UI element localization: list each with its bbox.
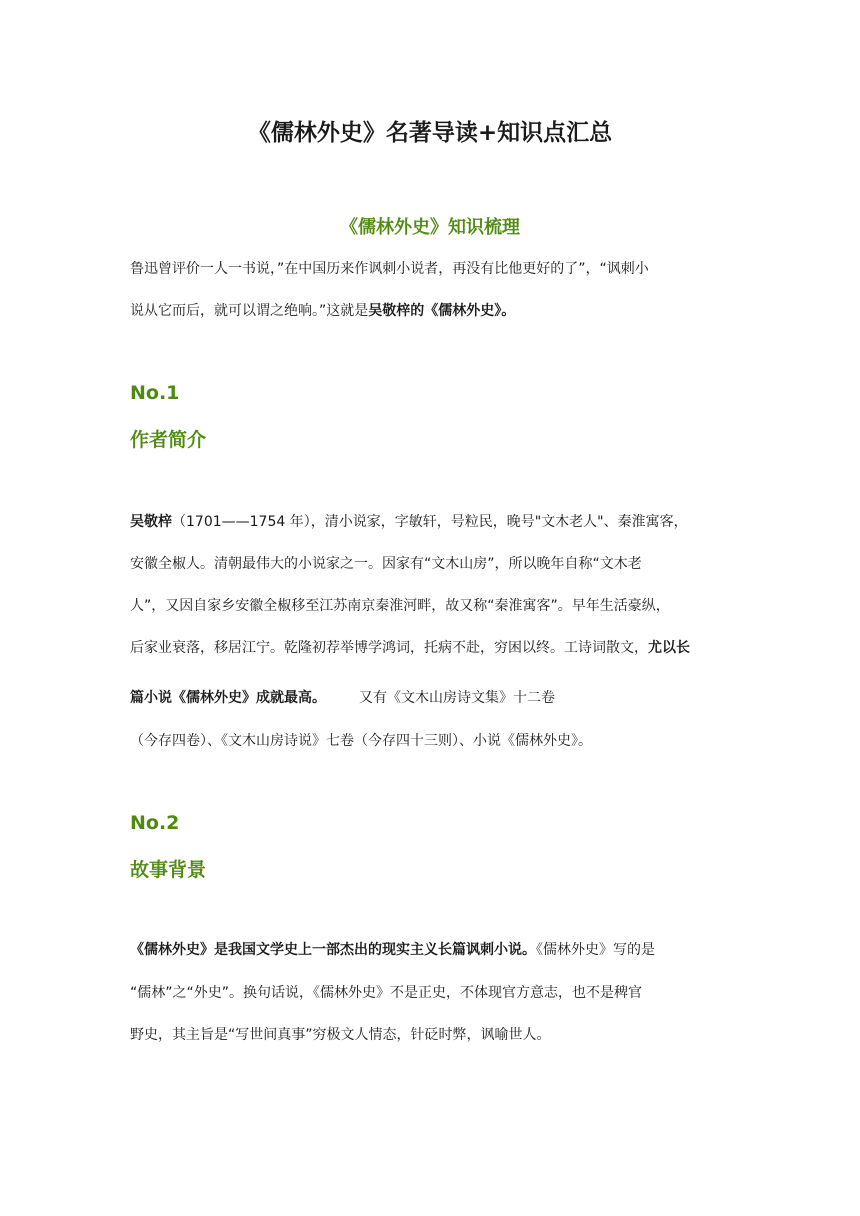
author-text: 后家业衰落，移居江宁。乾隆初荐举博学鸿词，托病不赴，穷困以终。工诗词散文，: [130, 640, 648, 656]
author-bold-text: 篇小说《儒林外史》成就最高。: [130, 690, 326, 706]
intro-text: 说从它而后，就可以谓之绝响。”这就是: [130, 303, 369, 319]
intro-line-1: 鲁迅曾评价一人一书说，”在中国历来作讽刺小说者，再没有比他更好的了”，“讽刺小: [130, 261, 649, 277]
section-heading-background: 故事背景: [130, 859, 207, 881]
author-name: 吴敬梓: [130, 514, 172, 530]
intro-line-2: [130, 301, 515, 321]
section-number-1: No.1: [130, 382, 180, 404]
author-line-4: [130, 638, 690, 658]
section-number-2: No.2: [130, 812, 180, 834]
author-line-1: [130, 512, 688, 532]
document-title: 《儒林外史》名著导读+知识点汇总: [247, 120, 613, 146]
section-heading-author: 作者简介: [130, 429, 207, 451]
author-text: 又有《文木山房诗文集》十二卷: [359, 690, 555, 706]
intro-bold-text: 吴敬梓的《儒林外史》。: [368, 303, 516, 319]
author-line-6: （今存四卷）、《文木山房诗说》七卷（今存四十三则）、小说《儒林外史》。: [130, 733, 592, 749]
author-line-3: 人”，又因自家乡安徽全椒移至江苏南京秦淮河畔，故又称“秦淮寓客”。早年生活豪纵，: [130, 598, 670, 614]
background-line-3: 野史，其主旨是“写世间真事”穷极文人情态，针砭时弊，讽喻世人。: [130, 1027, 551, 1043]
author-line-2: 安徽全椒人。清朝最伟大的小说家之一。因家有“文木山房”，所以晚年自称“文木老: [130, 556, 642, 572]
background-bold-text: 《儒林外史》是我国文学史上一部杰出的现实主义长篇讽刺小说。: [130, 942, 536, 958]
author-line-5: [130, 688, 555, 708]
background-line-2: “儒林”之“外史”。换句话说，《儒林外史》不是正史，不体现官方意志，也不是稗官: [130, 985, 643, 1001]
background-line-1: [130, 940, 655, 960]
author-bold-text: 尤以长: [648, 640, 690, 656]
background-text: 《儒林外史》写的是: [536, 942, 655, 958]
section-heading: 《儒林外史》知识梳理: [340, 217, 520, 238]
author-text: （1701——1754 年），清小说家，字敏轩，号粒民，晚号"文木老人"、秦淮寓客，: [172, 514, 688, 530]
